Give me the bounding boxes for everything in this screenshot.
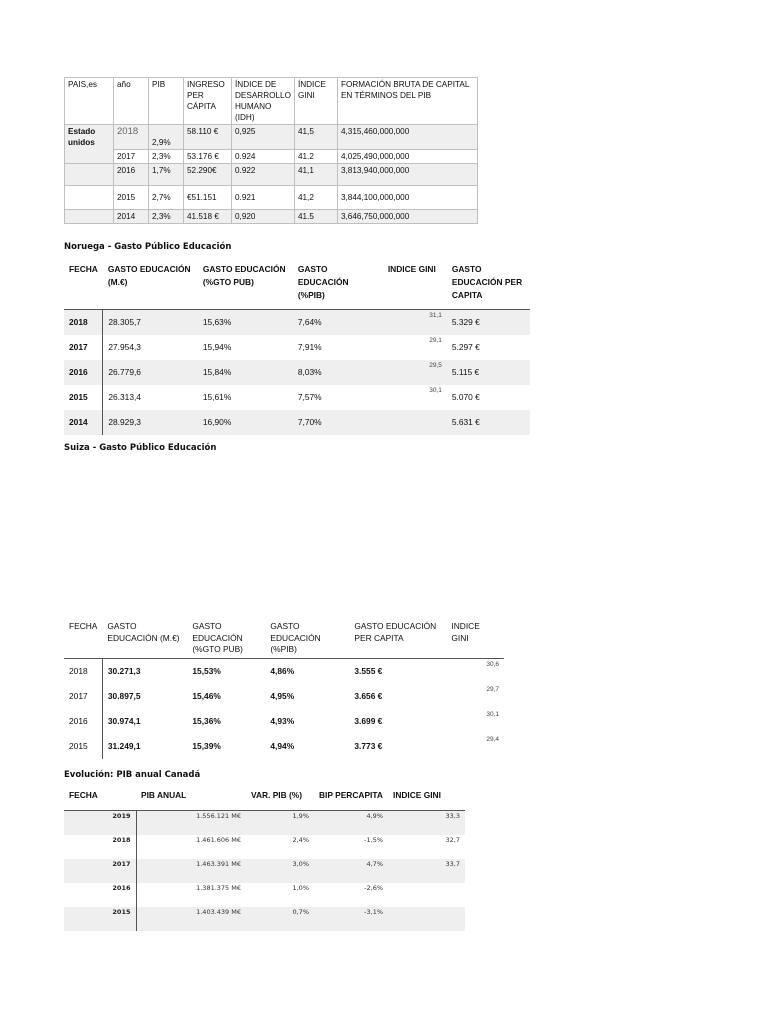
column-header: BIP PERCAPITA [314, 788, 388, 811]
idh-cell: 0.922 [232, 164, 295, 186]
pib_anual-cell: 1.461.606 M€ [196, 836, 241, 844]
fecha-cell: 2015 [64, 907, 136, 931]
gini-cell: 41.5 [294, 210, 337, 224]
table-row [65, 210, 478, 224]
gasto-cell: 26.313,4 [108, 392, 141, 402]
ingreso-cell: 52.290€ [184, 164, 232, 186]
gini-cell: 41,1 [294, 164, 337, 186]
fecha-cell: 2015 [64, 385, 103, 410]
var-cell: 3,0% [246, 859, 314, 883]
ingreso-cell: 41.518 € [184, 210, 232, 224]
pib_anual-cell: 1.463.391 M€ [136, 859, 246, 883]
gini-cell [388, 883, 465, 907]
gini-cell: 29,7 [486, 685, 499, 693]
gini-cell [383, 410, 447, 435]
per_capita-cell: 3.656 € [354, 691, 383, 701]
idh-cell: 0,925 [232, 125, 295, 150]
gto_pub-cell: 15,46% [192, 691, 221, 701]
pib-cell: 1,7% [149, 164, 184, 186]
table-row [65, 164, 478, 186]
gini-cell [388, 907, 465, 931]
column-header: GASTO EDUCACIÓN (%PIB) [265, 620, 349, 658]
gasto-cell: 28.929,3 [103, 410, 198, 435]
table-row [65, 150, 478, 164]
fecha-cell: 2016 [64, 883, 136, 907]
pib-cell: 2,9% [149, 125, 184, 150]
table-header-row [64, 261, 530, 309]
table-row [64, 385, 530, 410]
column-header: INDICE GINI [388, 788, 465, 811]
column-header: ÍNDICE DE DESARROLLO HUMANO (IDH) [232, 78, 295, 125]
gini-cell: 32,7 [445, 836, 460, 844]
pib-cell: 7,91% [297, 342, 322, 352]
gini-cell: 41,2 [294, 186, 337, 210]
ingreso-cell: 58.110 € [184, 125, 232, 150]
section-title-suiza: Suiza - Gasto Público Educación [64, 443, 217, 453]
percapita-cell: -1,5% [364, 836, 383, 844]
gini-cell: 30,6 [486, 660, 499, 668]
pib-cell: 2,7% [149, 186, 184, 210]
table-row [64, 309, 530, 335]
column-header: GASTO EDUCACIÓN (M.€) [102, 620, 187, 658]
var-cell: 0,7% [246, 907, 314, 931]
gini-cell: 30,1 [486, 710, 499, 718]
gasto-cell: 27.954,3 [108, 342, 141, 352]
pib-cell: 7,70% [293, 410, 383, 435]
usa-table [64, 77, 478, 224]
fbc-cell: 4,315,460,000,000 [337, 125, 477, 150]
fecha-cell: 2016 [64, 360, 103, 385]
gto_pub-cell: 15,94% [202, 342, 232, 352]
per_capita-cell: 5.297 € [451, 342, 480, 352]
suiza-table [64, 620, 504, 759]
gini-cell: 41,5 [294, 125, 337, 150]
fbc-cell: 3,646,750,000,000 [337, 210, 477, 224]
section-title-noruega: Noruega - Gasto Público Educación [64, 242, 232, 252]
section-title-canada: Evolución: PIB anual Canadá [64, 770, 201, 780]
fecha-cell: 2018 [64, 658, 102, 684]
pib_anual-cell: 1.381.375 M€ [196, 884, 241, 892]
fbc-cell: 3,844,100,000,000 [337, 186, 477, 210]
table-row [65, 186, 478, 210]
gto_pub-cell: 15,84% [198, 360, 293, 385]
gasto-cell: 30.974,1 [107, 716, 141, 726]
country-cell: Estado unidos [65, 125, 114, 164]
ingreso-cell: 53.176 € [184, 150, 232, 164]
table-row [64, 734, 504, 759]
gto_pub-cell: 16,90% [198, 410, 293, 435]
noruega-table [64, 261, 530, 435]
pib-cell: 7,64% [293, 309, 383, 335]
table-row [64, 835, 465, 859]
table-row [64, 335, 530, 360]
canada-table [64, 788, 465, 931]
ingreso-cell: €51.151 [184, 186, 232, 210]
gini-cell: 33,3 [388, 811, 465, 836]
pib_anual-cell: 1.556.121 M€ [136, 811, 246, 836]
table-header-row [64, 788, 465, 811]
table-row [64, 883, 465, 907]
table-row [64, 658, 504, 684]
gto_pub-cell: 15,53% [192, 666, 221, 676]
gini-cell: 33,7 [388, 859, 465, 883]
column-header: FORMACIÓN BRUTA DE CAPITAL EN TÉRMINOS DEL PIB [337, 78, 477, 125]
table-row [64, 360, 530, 385]
pib-cell: 4,93% [270, 716, 295, 726]
column-header: ÍNDICE GINI [294, 78, 337, 125]
year-cell: 2017 [114, 150, 149, 164]
gini-cell: 31,1 [383, 309, 447, 335]
per_capita-cell: 5.115 € [447, 360, 530, 385]
gto_pub-cell: 15,36% [192, 716, 221, 726]
column-header: VAR. PIB (%) [246, 788, 314, 811]
column-header: GASTO EDUCACIÓN PER CAPITA [447, 261, 530, 309]
per_capita-cell: 3.699 € [354, 716, 383, 726]
column-header: INDICE GINI [383, 261, 447, 309]
gasto-cell: 30.271,3 [107, 666, 141, 676]
gini-cell: 29,5 [383, 360, 447, 385]
pib-cell: 4,95% [270, 691, 295, 701]
table-row [64, 811, 465, 836]
pib-cell: 8,03% [293, 360, 383, 385]
table-row [64, 709, 504, 734]
var-cell: 1,0% [292, 884, 309, 892]
column-header: GASTO EDUCACIÓN (M.€) [103, 261, 198, 309]
gasto-cell: 30.897,5 [107, 691, 141, 701]
percapita-cell: 4,7% [314, 859, 388, 883]
idh-cell: 0,920 [232, 210, 295, 224]
column-header: PAIS,es [65, 78, 114, 125]
column-header: GASTO EDUCACIÓN (%GTO PUB) [187, 620, 265, 658]
column-header: FECHA [64, 788, 136, 811]
column-header: GASTO EDUCACIÓN (%PIB) [293, 261, 383, 309]
pib_anual-cell: 1.403.439 M€ [136, 907, 246, 931]
per_capita-cell: 3.773 € [354, 741, 383, 751]
gini-cell: 30,1 [429, 386, 442, 394]
year-cell: 2015 [114, 186, 149, 210]
fecha-cell: 2017 [64, 859, 136, 883]
column-header: PIB ANUAL [136, 788, 246, 811]
pib-cell: 7,57% [297, 392, 322, 402]
column-header: GASTO EDUCACIÓN PER CAPITA [349, 620, 446, 658]
year-cell: 2016 [114, 164, 149, 186]
fbc-cell: 3,813,940,000,000 [337, 164, 477, 186]
gto_pub-cell: 15,39% [192, 741, 221, 751]
fecha-cell: 2017 [64, 684, 102, 709]
fecha-cell: 2014 [64, 410, 103, 435]
per_capita-cell: 5.329 € [447, 309, 530, 335]
table-row [64, 684, 504, 709]
table-row [64, 859, 465, 883]
pib-cell: 4,94% [270, 741, 295, 751]
table-row [64, 410, 530, 435]
column-header: FECHA [64, 620, 102, 658]
table-row [65, 125, 478, 150]
gto_pub-cell: 15,61% [202, 392, 232, 402]
gini-cell: 29,1 [429, 336, 442, 344]
country-cell-empty [65, 164, 114, 186]
idh-cell: 0.924 [232, 150, 295, 164]
column-header: FECHA [64, 261, 103, 309]
percapita-cell: -2,6% [364, 884, 383, 892]
fecha-cell: 2018 [64, 309, 103, 335]
table-row [64, 907, 465, 931]
percapita-cell: -3,1% [314, 907, 388, 931]
fecha-cell: 2019 [64, 811, 136, 836]
gasto-cell: 26.779,6 [103, 360, 198, 385]
fecha-cell: 2017 [64, 335, 103, 360]
gasto-cell: 28.305,7 [103, 309, 198, 335]
per_capita-cell: 3.555 € [354, 666, 383, 676]
table-header-row [64, 620, 504, 658]
column-header: PIB [149, 78, 184, 125]
country-cell-empty [65, 210, 114, 224]
gini-cell: 29,4 [486, 735, 499, 743]
gasto-cell: 31.249,1 [107, 741, 141, 751]
gini-cell: 41.2 [294, 150, 337, 164]
fbc-cell: 4,025,490,000,000 [337, 150, 477, 164]
per_capita-cell: 5.070 € [451, 392, 480, 402]
fecha-cell: 2018 [64, 835, 136, 859]
column-header: año [114, 78, 149, 125]
var-cell: 1,9% [246, 811, 314, 836]
column-header: INDICE GINI [446, 620, 504, 658]
fecha-cell: 2015 [64, 734, 102, 759]
column-header: INGRESO PER CÁPITA [184, 78, 232, 125]
idh-cell: 0.921 [232, 186, 295, 210]
fecha-cell: 2016 [64, 709, 102, 734]
pib-cell: 4,86% [270, 666, 295, 676]
gto_pub-cell: 15,63% [198, 309, 293, 335]
percapita-cell: 4,9% [314, 811, 388, 836]
per_capita-cell: 5.631 € [447, 410, 530, 435]
year-cell: 2018 [114, 125, 149, 150]
year-cell: 2014 [114, 210, 149, 224]
pib-cell: 2,3% [149, 210, 184, 224]
pib-cell: 2,3% [149, 150, 184, 164]
var-cell: 2,4% [292, 836, 309, 844]
table-header-row [65, 78, 478, 125]
country-cell-empty [65, 186, 114, 210]
column-header: GASTO EDUCACIÓN (%GTO PUB) [198, 261, 293, 309]
